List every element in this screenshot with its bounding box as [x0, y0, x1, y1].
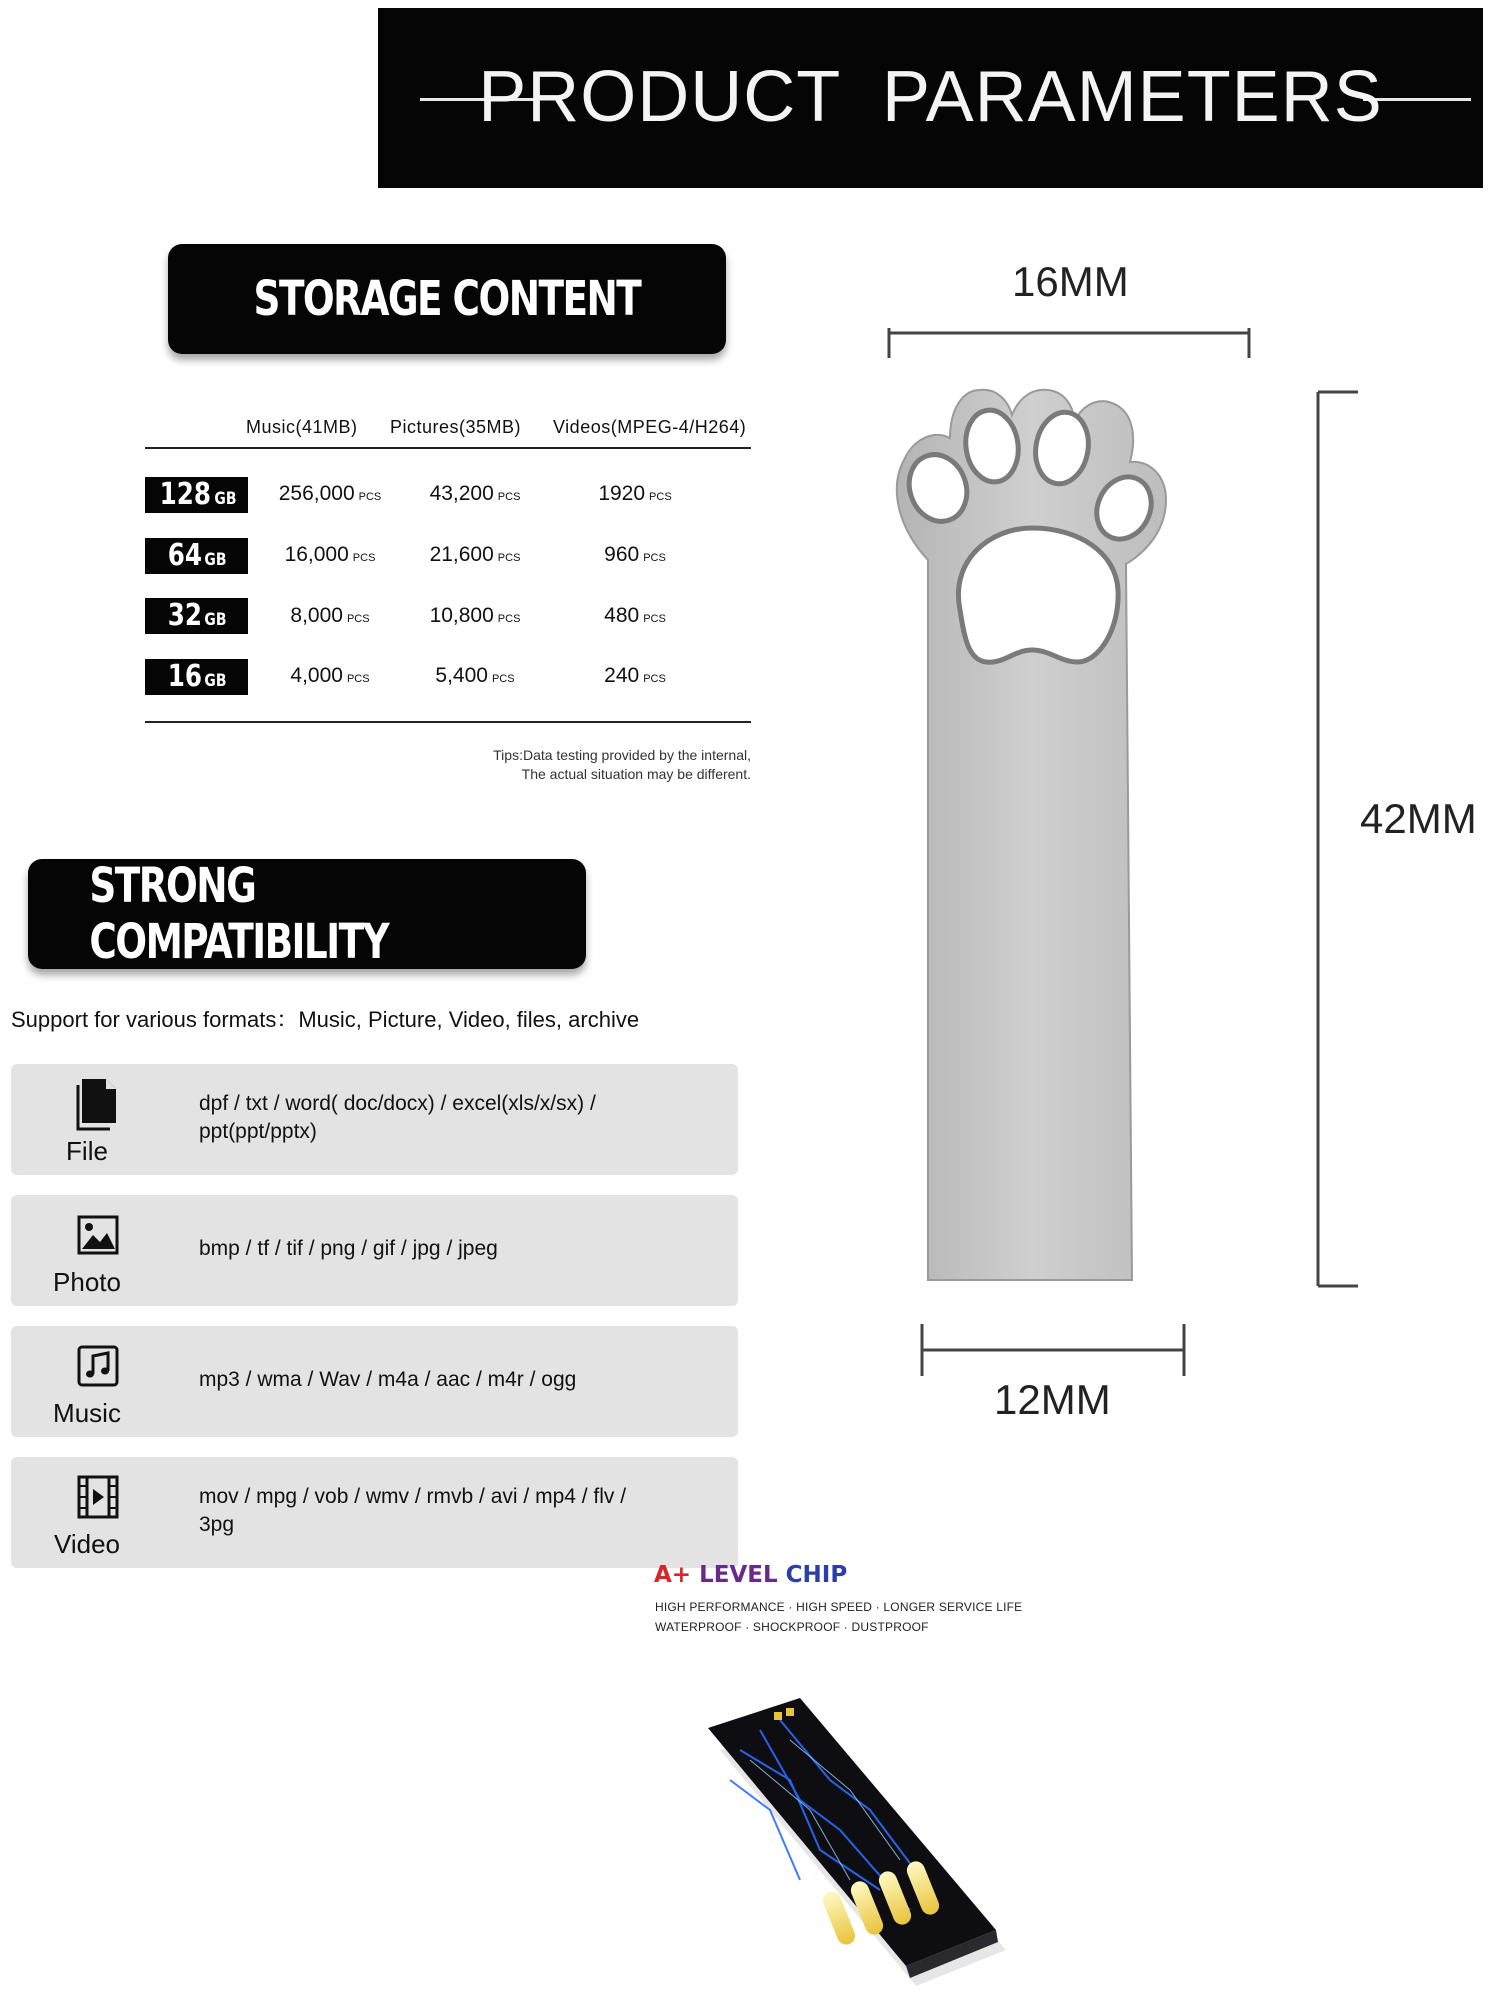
music-icon: [65, 1338, 131, 1394]
file-icon: [65, 1076, 131, 1132]
table-top-rule: [145, 447, 751, 449]
storage-content-heading: STORAGE CONTENT: [168, 244, 726, 354]
chip-title-a-plus: A+: [654, 1562, 692, 1588]
page-title: PRODUCT PARAMETERS: [478, 57, 1383, 137]
tips-note: [493, 746, 751, 784]
pictures-count: 43,200 PCS: [429, 482, 521, 505]
bottom-width-dimension: [915, 1320, 1195, 1380]
usb-chip-image: [680, 1690, 1010, 2000]
videos-count: 960 PCS: [604, 543, 666, 566]
format-row-photo: [11, 1195, 738, 1306]
format-label: File: [66, 1136, 108, 1166]
format-list: bmp / tf / tif / png / gif / jpg / jpeg: [199, 1237, 498, 1260]
chip-title: [654, 1562, 847, 1588]
tips-line-1: Tips:Data testing provided by the internal,: [493, 747, 751, 763]
capacity-badge: 64 GB: [145, 538, 248, 574]
pictures-count: 5,400 PCS: [435, 664, 515, 687]
music-count: 16,000 PCS: [284, 543, 376, 566]
format-row-file: [11, 1064, 738, 1175]
support-formats-text: Support for various formats：Music, Picture, Video, files, archive: [11, 1007, 640, 1032]
format-list: mov / mpg / vob / wmv / rmvb / avi / mp4 / flv / 3pg: [199, 1485, 627, 1536]
capacity-badge: 32 GB: [145, 598, 248, 634]
table-bottom-rule: [145, 721, 751, 723]
format-row-music: [11, 1326, 738, 1437]
music-count: 4,000 PCS: [290, 664, 370, 687]
dimension-height: 42MM: [1360, 795, 1477, 842]
header-banner: [378, 8, 1483, 188]
format-list: dpf / txt / word( doc/docx) / excel(xls/x/sx) / ppt(ppt/pptx): [199, 1092, 596, 1143]
tips-line-2: The actual situation may be different.: [521, 766, 751, 782]
dimension-bottom-width: 12MM: [994, 1376, 1111, 1423]
usb-dimension-drawing: [840, 290, 1480, 1290]
pictures-count: 21,600 PCS: [429, 543, 521, 566]
strong-compatibility-heading: STRONG COMPATIBILITY: [28, 859, 586, 969]
capacity-badge: 16 GB: [145, 659, 248, 695]
format-label: Video: [53, 1529, 121, 1559]
format-label: Photo: [53, 1267, 121, 1297]
videos-count: 480 PCS: [604, 604, 666, 627]
column-header-music: Music(41MB): [246, 417, 358, 437]
photo-icon: [65, 1207, 131, 1263]
chip-features-line-1: HIGH PERFORMANCE · HIGH SPEED · LONGER SERVICE LIFE: [655, 1600, 1023, 1614]
format-list: mp3 / wma / Wav / m4a / aac / m4r / ogg: [199, 1368, 577, 1391]
capacity-badge: 128 GB: [145, 477, 248, 513]
format-row-video: [11, 1457, 738, 1568]
music-count: 8,000 PCS: [290, 604, 370, 627]
video-icon: [65, 1469, 131, 1525]
pictures-count: 10,800 PCS: [429, 604, 521, 627]
chip-title-level: LEVEL: [699, 1562, 778, 1588]
column-header-videos: Videos(MPEG-4/H264): [553, 417, 747, 437]
dimension-top-width: 16MM: [1012, 258, 1129, 305]
videos-count: 1920 PCS: [598, 482, 672, 505]
column-header-pictures: Pictures(35MB): [390, 417, 522, 437]
videos-count: 240 PCS: [604, 664, 666, 687]
chip-title-chip: CHIP: [785, 1562, 848, 1588]
music-count: 256,000 PCS: [278, 482, 382, 505]
format-label: Music: [53, 1398, 121, 1428]
chip-features-line-2: WATERPROOF · SHOCKPROOF · DUSTPROOF: [655, 1620, 929, 1634]
